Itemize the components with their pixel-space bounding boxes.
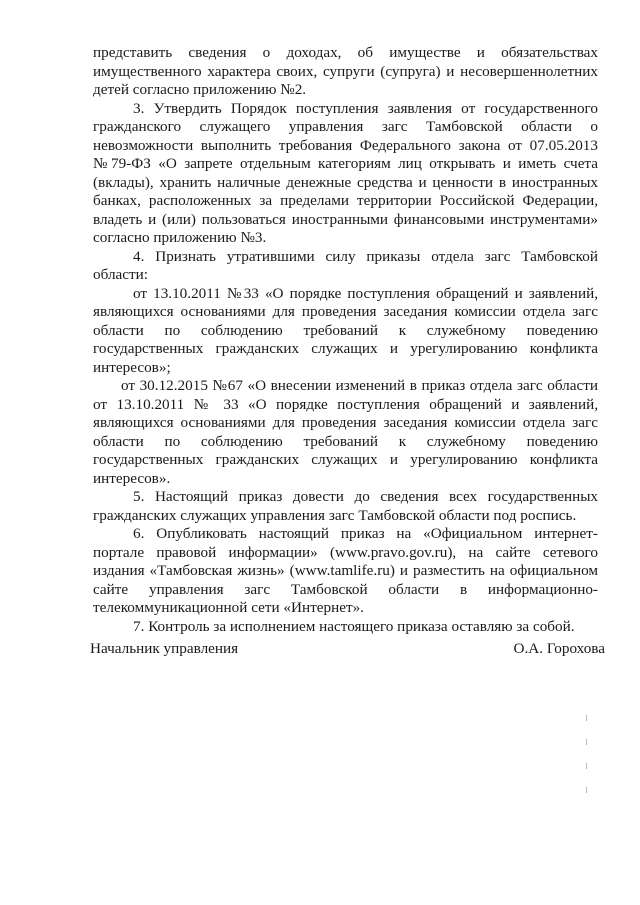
paragraph-order-33: от 13.10.2011 №33 «О порядке поступления обращений и заявлений, являющихся основаниями для проведения заседания комиссии отдела загс области по соблюдению требований к служебному поведению государственных гражданских служащих и урегулированию конфликта интересов»; (93, 284, 598, 376)
signature-position: Начальник управления (90, 640, 239, 657)
scan-margin-marks (585, 715, 589, 835)
scan-mark (586, 715, 587, 721)
paragraph-item-5: 5. Настоящий приказ довести до сведения всех государственных гражданских служащих управления загс Тамбовской области под роспись. (93, 488, 598, 524)
paragraph-order-67: от 30.12.2015 №67 «О внесении изменений в приказ отдела загс области от 13.10.2011 № 33 «О порядке поступления обращений и заявлений, являющихся основаниями для проведения заседания комиссии отдела загс области по соблюдению требований к служебному поведению государственных гражданских служащих и урегулированию конфликта интересов». (93, 377, 598, 487)
paragraph-item-6: 6. Опубликовать настоящий приказ на «Официальном интернет-портале правовой информации» (www.pravo.gov.ru), на сайте сетевого издания «Тамбовская жизнь» (www.tamlife.ru) и разместить на официальном сайте управления загс Тамбовской области в информационно-телекоммуникационной сети «Интернет». (93, 525, 598, 616)
paragraph-item-3: 3. Утвердить Порядок поступления заявления от государственного гражданского служащего управления загс Тамбовской области о невозможности выполнить требования Федерального закона от 07.05.2013 №79-ФЗ «О запрете отдельным категориям лиц открывать и иметь счета (вклады), хранить наличные денежные средства и ценности в иностранных банках, расположенных за пределами территории Российской Федерации, владеть и (или) пользоваться иностранными финансовыми инструментами» согласно приложению №3. (93, 99, 598, 246)
scan-mark (586, 787, 587, 793)
signature-name: О.А. Горохова (513, 640, 605, 657)
paragraph-continuation: представить сведения о доходах, об имуществе и обязательствах имущественного характера своих, супруги (супруга) и несовершеннолетних детей согласно приложению №2. (93, 44, 598, 98)
paragraph-item-7: 7. Контроль за исполнением настоящего приказа оставляю за собой. (133, 617, 575, 635)
document-body (93, 44, 598, 636)
signature-block (90, 640, 605, 658)
paragraph-item-4: 4. Признать утратившими силу приказы отдела загс Тамбовской области: (93, 247, 598, 283)
scan-mark (586, 739, 587, 745)
scan-mark (586, 763, 587, 769)
